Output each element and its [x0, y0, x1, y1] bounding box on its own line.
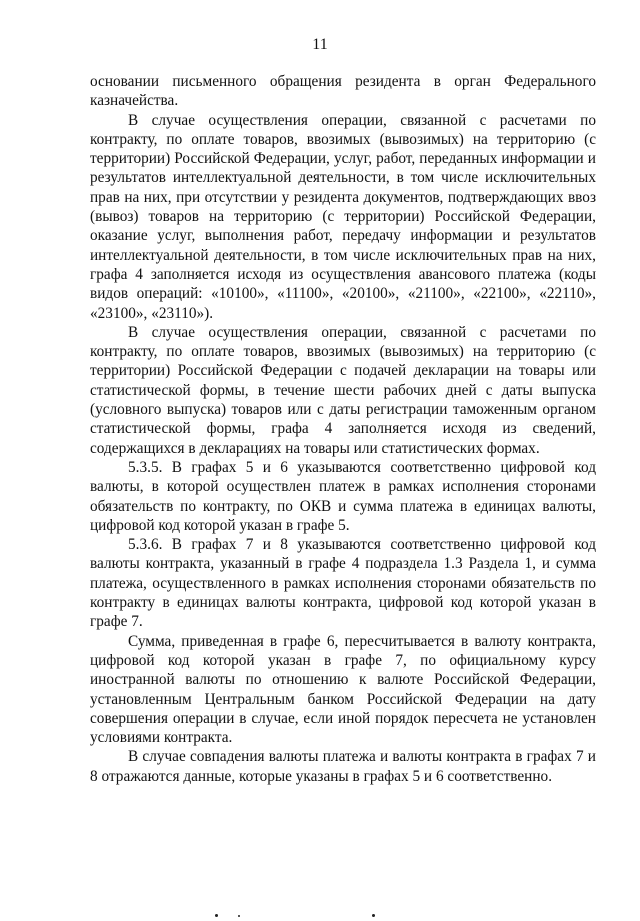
- scan-speck: [215, 914, 218, 917]
- paragraph-continuation: основании письменного обращения резидента в орган Федерального казначейства.: [90, 73, 596, 110]
- paragraph-advance-payment: В случае осуществления операции, связанной с расчетами по контракту, по оплате товаров, ввозимых (вывозимых) на территорию (с территории) Российской Федерации, услуг, работ, переданных информации и результатов интеллектуальной деятельности, в том числе исключительных прав на них, при отсутствии у резидента документов, подтверждающих ввоз (вывоз) товаров на территорию (с территории) Российской Федерации, оказание услуг, выполнения работ, передачу информации и результатов интеллектуальной деятельности, в том числе исключительных прав на них, графа 4 заполняется исходя из осуществления авансового платежа (коды видов операций: «10100», «11100», «20100», «21100», «22100», «22110», «23100», «23110»).: [90, 111, 596, 322]
- scan-speck: [238, 915, 240, 917]
- paragraph-clause-5-3-6: 5.3.6. В графах 7 и 8 указываются соответственно цифровой код валюты контракта, указанный в графе 4 подраздела 1.3 Раздела 1, и сумма платежа, осуществленного в рамках исполнения сторонами обязательств по контракту в единицах валюты контракта, цифровой код которой указан в графе 7.: [90, 536, 596, 631]
- paragraph-currency-match: В случае совпадения валюты платежа и валюты контракта в графах 7 и 8 отражаются данные, которые указаны в графах 5 и 6 соответственно.: [90, 748, 596, 785]
- paragraph-customs-declaration: В случае осуществления операции, связанной с расчетами по контракту, по оплате товаров, ввозимых (вывозимых) на территорию (с территории) Российской Федерации с подачей декларации на товары или статистической формы, в течение шести рабочих дней с даты выпуска (условного выпуска) товаров или с даты регистрации таможенным органом статистической формы, графа 4 заполняется исходя из сведений, содержащихся в декларациях на товары или статистических формах.: [90, 323, 596, 457]
- scan-speck: [372, 914, 375, 917]
- page-number: 11: [312, 36, 328, 53]
- paragraph-clause-5-3-5: 5.3.5. В графах 5 и 6 указываются соответственно цифровой код валюты, в которой осуществлен платеж в рамках исполнения сторонами обязательств по контракту, по ОКВ и сумма платежа в единицах валюты, цифровой код которой указан в графе 5.: [90, 458, 596, 534]
- paragraph-currency-conversion: Сумма, приведенная в графе 6, пересчитывается в валюту контракта, цифровой код которой указан в графе 7, по официальному курсу иностранной валюты по отношению к валюте Российской Федерации, установленным Центральным банком Российской Федерации на дату совершения операции в случае, если иной порядок пересчета не установлен условиями контракта.: [90, 632, 596, 747]
- document-body: [90, 72, 596, 786]
